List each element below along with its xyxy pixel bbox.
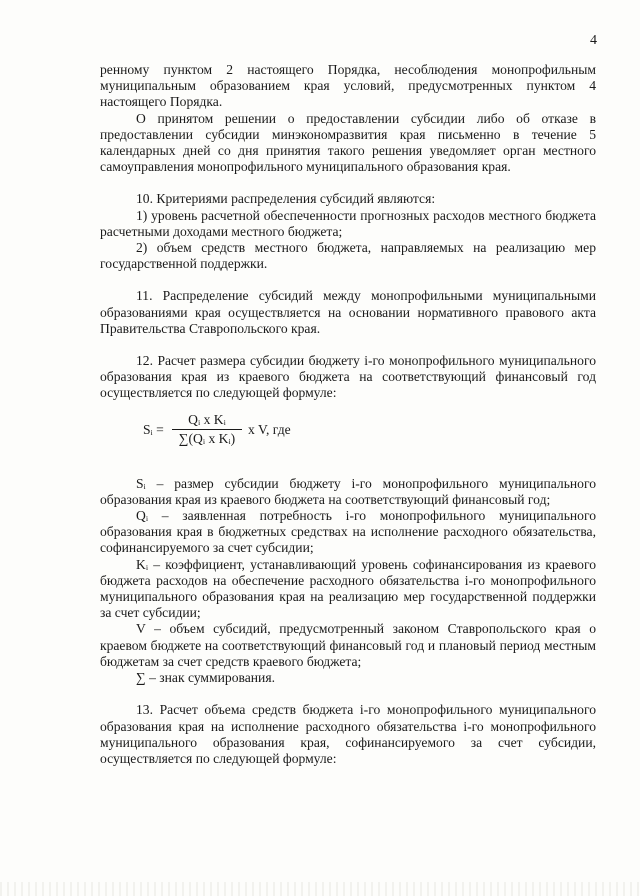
formula-fraction bbox=[172, 412, 242, 447]
paragraph-criterion-1: 1) уровень расчетной обеспеченности прогнозных расходов местного бюджета расчетными доходами местного бюджета; bbox=[100, 207, 596, 239]
formula-rhs: x V, где bbox=[248, 421, 291, 437]
definition-si: Sᵢ – размер субсидии бюджету i-го монопрофильного муниципального образования края из краевого бюджета на соответствующий финансовый год; bbox=[100, 475, 596, 507]
definition-qi: Qᵢ – заявленная потребность i-го монопрофильного муниципального образования края в бюджетных средствах на исполнение расходного обязательства, софинансируемого за счет субсидии; bbox=[100, 508, 596, 556]
formula-lhs: Sᵢ = bbox=[143, 421, 164, 437]
subsidy-formula bbox=[100, 412, 596, 448]
paragraph-item-12: 12. Расчет размера субсидии бюджету i-го монопрофильного муниципального образования края из краевого бюджета на соответствующий финансовый год осуществляется по следующей формуле: bbox=[100, 353, 596, 401]
definition-ki: Kᵢ – коэффициент, устанавливающий уровень софинансирования из краевого бюджета расходов на обеспечение расходного обязательства i-го монопрофильного муниципального образования края на реализацию мер государственной поддержки за счет субсидии; bbox=[100, 556, 596, 621]
document-body bbox=[100, 62, 596, 767]
paragraph-item-10: 10. Критериями распределения субсидий являются: bbox=[136, 191, 436, 207]
definition-v: V – объем субсидий, предусмотренный законом Ставропольского края о краевом бюджете на соответствующий финансовый год и плановый период местным бюджетам за счет средств краевого бюджета; bbox=[100, 621, 596, 669]
paragraph-criterion-2: 2) объем средств местного бюджета, направляемых на реализацию мер государственной поддержки. bbox=[100, 240, 596, 272]
paragraph-decision-notice: О принятом решении о предоставлении субсидии либо об отказе в предоставлении субсидии минэкономразвития края письменно в течение 5 календарных дней со дня принятия такого решения уведомляет орган местного самоуправления монопрофильного муниципального образования края. bbox=[100, 110, 596, 175]
paragraph-item-13: 13. Расчет объема средств бюджета i-го монопрофильного муниципального образования края на исполнение расходного обязательства i-го монопрофильного муниципального образования края, софинансируемого за счет субсидии, осуществляется по следующей формуле: bbox=[100, 702, 596, 766]
formula-denominator: ∑(Qᵢ x Kᵢ) bbox=[178, 430, 236, 446]
page-number: 4 bbox=[590, 33, 597, 48]
fraction-bar bbox=[172, 429, 242, 430]
paragraph-item-11: 11. Распределение субсидий между монопрофильными муниципальными образованиями края осуществляется на основании нормативного правового акта Правительства Ставропольского края. bbox=[100, 288, 596, 336]
definition-sum: ∑ – знак суммирования. bbox=[136, 670, 275, 686]
paragraph-continuation: ренному пунктом 2 настоящего Порядка, несоблюдения монопрофильным муниципальным образованием края условий, предусмотренных пунктом 4 настоящего Порядка. bbox=[100, 62, 596, 110]
scan-edge bbox=[0, 882, 640, 896]
formula-numerator: Qᵢ x Kᵢ bbox=[188, 411, 226, 427]
